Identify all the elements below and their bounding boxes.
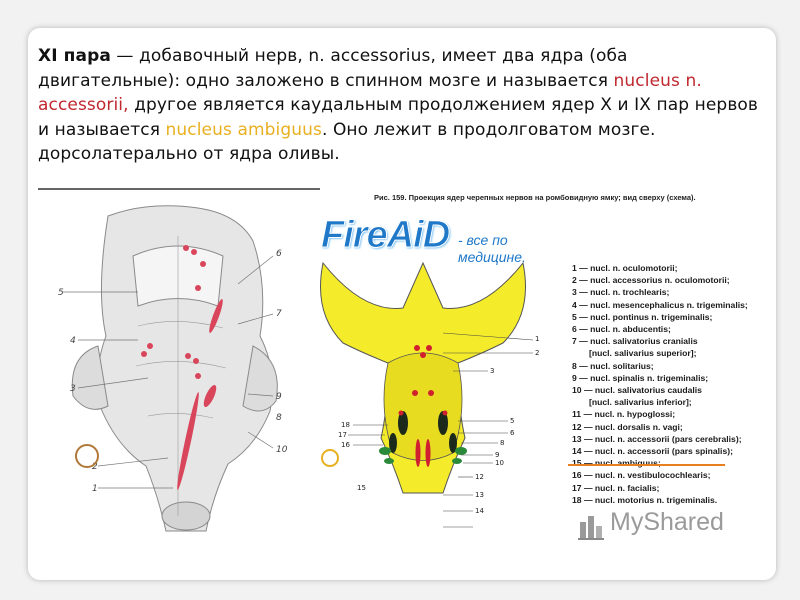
legend-item: 7 — nucl. salivatorius cranialis xyxy=(572,336,698,347)
text-part-2: другое является каудальным продолжением ядер X и IX пар нервов и называется xyxy=(38,95,759,140)
red-term: nucleus n. accessorii, xyxy=(38,70,702,115)
legend-item: 5 — nucl. pontinus n. trigeminalis; xyxy=(572,311,713,322)
legend-item: 10 — nucl. salivatorius caudalis xyxy=(572,385,702,396)
myshared-brand: MyShared xyxy=(610,508,724,536)
legend-item: 11 — nucl. n. hypoglossi; xyxy=(572,409,676,420)
legend-item: 12 — nucl. dorsalis n. vagi; xyxy=(572,421,683,432)
title-dash: — xyxy=(110,46,140,66)
slide xyxy=(28,28,776,580)
diagram-label-13: 13 xyxy=(475,491,484,499)
legend-item: 17 — nucl. n. facialis; xyxy=(572,482,660,493)
legend-item: [nucl. salivarius superior]; xyxy=(589,348,697,359)
tagline-line-1: - все по xyxy=(458,232,508,248)
diagram-label-16: 16 xyxy=(341,441,350,449)
diagram-label-8: 8 xyxy=(500,439,505,447)
legend-item: [nucl. salivarius inferior]; xyxy=(589,397,692,408)
diagram-label-2: 2 xyxy=(535,349,540,357)
legend-item: 18 — nucl. motorius n. trigeminalis. xyxy=(572,494,718,505)
highlight-ring-middle xyxy=(321,449,339,467)
diagram-label-6: 6 xyxy=(510,429,515,437)
diagram-label-17: 17 xyxy=(338,431,347,439)
left-label-3: 3 xyxy=(70,384,76,394)
left-label-5: 5 xyxy=(58,288,64,298)
legend-item: 13 — nucl. n. accessorii (pars cerebralis); xyxy=(572,433,742,444)
left-label-10: 10 xyxy=(276,445,288,455)
left-label-2: 2 xyxy=(92,462,98,472)
left-label-8: 8 xyxy=(276,413,282,423)
diagram-label-18: 18 xyxy=(341,421,350,429)
diagram-label-3: 3 xyxy=(490,367,495,375)
legend-item: 4 — nucl. mesencephalicus n. trigeminalis; xyxy=(572,299,748,310)
description-paragraph xyxy=(38,44,766,167)
divider-line xyxy=(38,188,320,190)
legend-item: 9 — nucl. spinalis n. trigeminalis; xyxy=(572,372,709,383)
left-label-6: 6 xyxy=(276,249,282,259)
legend-item: 14 — nucl. n. accessorii (pars spinalis); xyxy=(572,446,733,457)
left-label-9: 9 xyxy=(276,392,282,402)
diagram-label-12: 12 xyxy=(475,473,484,481)
legend-item: 8 — nucl. solitarius; xyxy=(572,360,654,371)
left-label-4: 4 xyxy=(70,336,76,346)
highlight-ring-left xyxy=(75,444,99,468)
diagram-label-14: 14 xyxy=(475,507,484,515)
legend-item: 1 — nucl. n. oculomotorii; xyxy=(572,263,678,273)
legend-item: 16 — nucl. n. vestibulocochlearis; xyxy=(572,470,711,481)
tagline-line-2: медицине. xyxy=(458,249,526,265)
figure-caption: Рис. 159. Проекция ядер черепных нервов на ромбовидную ямку; вид сверху (схема). xyxy=(374,193,696,202)
fireaid-logo: FireAiD xyxy=(321,214,450,256)
diagram-label-10: 10 xyxy=(495,459,504,467)
diagram-label-15: 15 xyxy=(357,484,366,492)
myshared-icon xyxy=(578,512,606,540)
legend-item: 2 — nucl. accessorius n. oculomotorii; xyxy=(572,275,730,286)
left-label-1: 1 xyxy=(92,484,98,494)
diagram-label-5: 5 xyxy=(510,417,515,425)
legend-item: 3 — nucl. n. trochlearis; xyxy=(572,287,670,298)
yellow-term: nucleus ambiguus xyxy=(165,119,322,140)
left-label-7: 7 xyxy=(276,309,282,319)
diagram-label-9: 9 xyxy=(495,451,500,459)
text-part-1: добавочный нерв, n. accessorius, имеет два ядра (оба двигательные): одно заложено в спинном мозге и называется xyxy=(38,46,628,91)
text-part-3: . Оно лежит в продолговатом мозге. дорсолатерально от ядра оливы. xyxy=(38,119,656,164)
ambiguus-highlight-line xyxy=(568,464,725,466)
nuclei-legend xyxy=(572,262,748,506)
brainstem-illustration-left xyxy=(38,196,323,548)
nerve-title: XI пара xyxy=(38,46,111,66)
legend-item: 6 — nucl. n. abducentis; xyxy=(572,324,671,335)
diagram-label-1: 1 xyxy=(535,335,540,343)
fireaid-tagline xyxy=(458,232,526,266)
